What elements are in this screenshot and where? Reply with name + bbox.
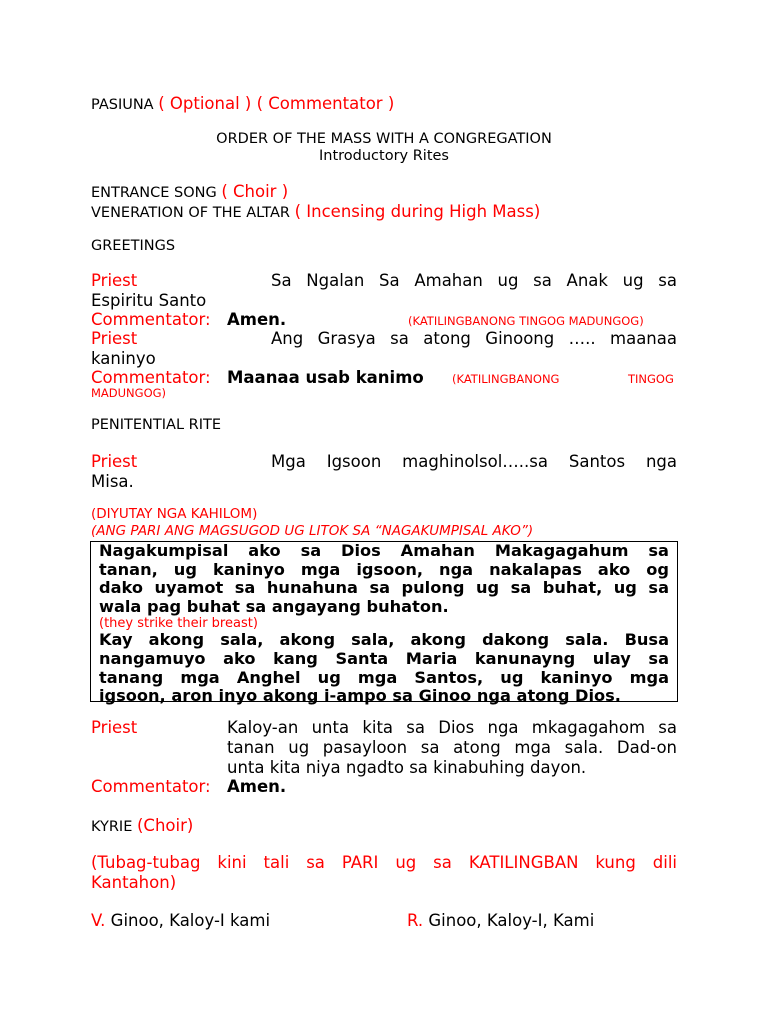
absolution-line: unta kita niya ngadto sa kinabuhing dayon. — [227, 758, 587, 777]
veneration-label: VENERATION OF THE ALTAR — [91, 205, 290, 221]
commentator-response-1: Amen. — [227, 310, 287, 329]
priest-role-2: Priest — [91, 329, 138, 348]
commentator-response-3: Amen. — [227, 777, 287, 796]
confiteor-line: wala pag buhat sa angayang buhaton. — [99, 596, 449, 616]
confiteor-line: dako uyamot sa hunahuna sa pulong ug sa buhat, ug sa — [99, 578, 669, 598]
document-title: ORDER OF THE MASS WITH A CONGREGATION — [216, 131, 552, 147]
kyrie-label: KYRIE — [91, 819, 133, 835]
entrance-song-note: ( Choir ) — [221, 182, 289, 201]
priest-grace-line-2: kaninyo — [91, 349, 156, 368]
penitential-heading: PENITENTIAL RITE — [91, 417, 222, 433]
priest-role-3: Priest — [91, 452, 138, 471]
confiteor-line: tanang mga Anghel ug mga Santos, ug kaninyo mga — [99, 667, 669, 687]
document-subtitle: Introductory Rites — [318, 148, 449, 164]
response-line — [407, 911, 594, 930]
priest-role-1: Priest — [91, 271, 138, 290]
confiteor-line: Nagakumpisal ako sa Dios Amahan Makagagahum sa — [99, 541, 669, 560]
priest-greeting-line-2: Espiritu Santo — [91, 291, 207, 310]
priest-penitential-line-1: Mga Igsoon maghinolsol…..sa Santos nga — [271, 452, 677, 471]
commentator-role-1: Commentator: — [91, 310, 211, 329]
confiteor-line: igsoon, aron inyo akong i-ampo sa Ginoo nga atong Dios. — [99, 686, 621, 706]
confiteor-rubric: (they strike their breast) — [99, 616, 258, 632]
priest-penitential-line-2: Misa. — [91, 472, 134, 491]
kyrie-line — [91, 816, 193, 835]
commentator-role-2: Commentator: — [91, 368, 211, 387]
silence-note: (DIYUTAY NGA KAHILOM) — [91, 506, 258, 522]
absolution-line: tanan ug pasayloon sa atong mga sala. Dad-on — [227, 738, 677, 757]
kyrie-note: (Choir) — [136, 816, 194, 835]
response-label: R. — [407, 911, 424, 930]
entrance-song-line — [91, 182, 288, 201]
versicle-text: Ginoo, Kaloy-I kami — [110, 911, 271, 930]
tubag-instruction-line-2: Kantahon) — [91, 873, 177, 892]
pasiuna-line — [91, 94, 394, 113]
response-text: Ginoo, Kaloy-I, Kami — [428, 911, 595, 930]
entrance-song-label: ENTRANCE SONG — [91, 185, 217, 201]
commentator-response-2: Maanaa usab kanimo — [227, 368, 424, 387]
priest-greeting-line-1: Sa Ngalan Sa Amahan ug sa Anak ug sa — [271, 271, 677, 290]
greetings-heading: GREETINGS — [91, 238, 176, 254]
absolution-line: Kaloy-an unta kita sa Dios nga mkagagahom sa — [227, 718, 677, 737]
pasiuna-label: PASIUNA — [91, 97, 154, 113]
confiteor-line: nangamuyo ako kang Santa Maria kanunayng ulay sa — [99, 648, 669, 668]
versicle-label: V. — [91, 911, 106, 930]
tubag-instruction-line-1: (Tubag-tubag kini tali sa PARI ug sa KATILINGBAN kung dili — [91, 853, 677, 872]
veneration-line — [91, 202, 540, 221]
versicle-line — [91, 911, 270, 930]
response-note-2a: (KATILINGBANONG — [452, 372, 560, 386]
priest-role-4: Priest — [91, 718, 138, 737]
response-note-2c: MADUNGOG) — [91, 386, 167, 400]
priest-grace-line-1: Ang Grasya sa atong Ginoong ….. maanaa — [271, 329, 677, 348]
confiteor-line: Kay akong sala, akong sala, akong dakong sala. Busa — [99, 630, 669, 650]
confiteor-box — [90, 541, 678, 706]
response-note-2b: TINGOG — [628, 372, 674, 386]
commentator-role-3: Commentator: — [91, 777, 211, 796]
pasiuna-notes: ( Optional ) ( Commentator ) — [158, 94, 395, 113]
veneration-note: ( Incensing during High Mass) — [294, 202, 541, 221]
response-note-1: (KATILINGBANONG TINGOG MADUNGOG) — [408, 314, 644, 328]
confiteor-instruction: (ANG PARI ANG MAGSUGOD UG LITOK SA “NAGAKUMPISAL AKO”) — [91, 523, 534, 539]
confiteor-line: tanan, ug kaninyo mga igsoon, nga nakalapas ako og — [99, 559, 669, 579]
